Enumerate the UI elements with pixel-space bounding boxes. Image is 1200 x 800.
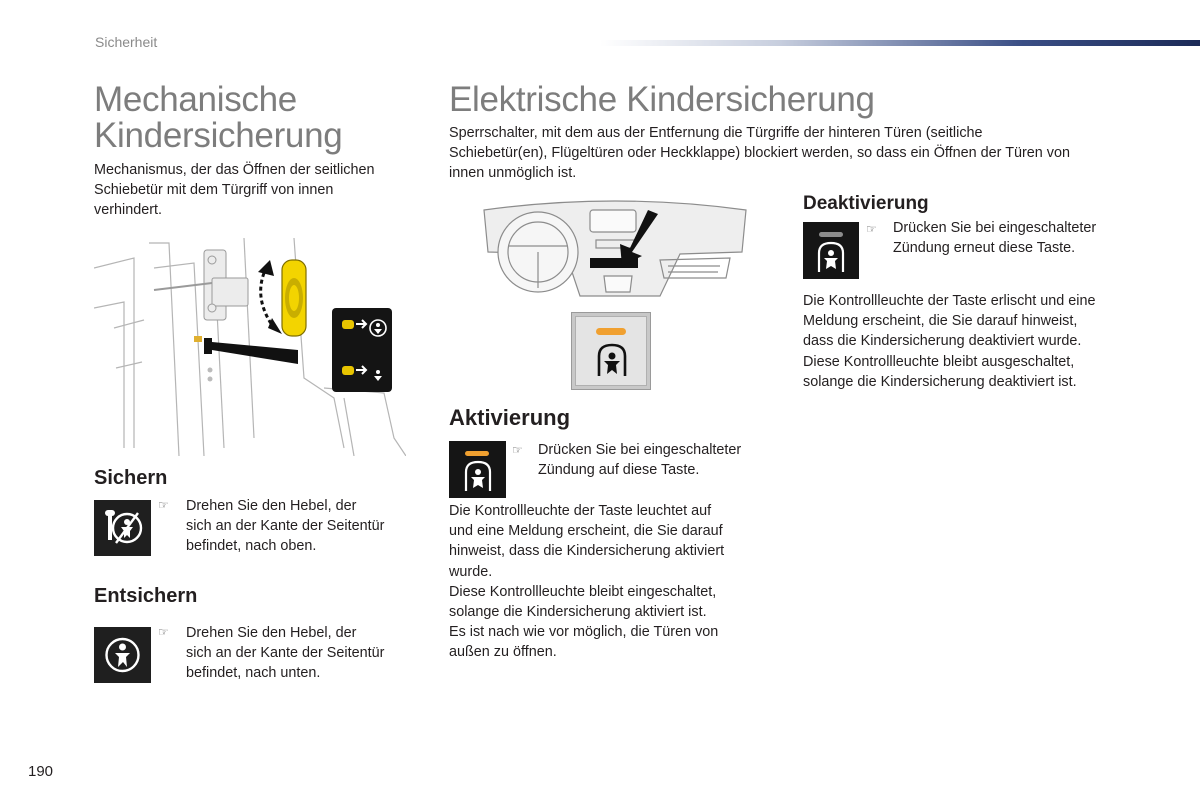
deaktivierung-heading: Deaktivierung [803,193,929,214]
text-line: Meldung erscheint, die Sie darauf hinweist, [803,313,1078,330]
text-line: Sperrschalter, mit dem aus der Entfernung die Türgriffe der hinteren Türen (seitliche [449,125,983,141]
page-number: 190 [28,763,54,780]
left-title-line1: Mechanische [94,80,297,119]
text-line: und eine Meldung erscheint, die Sie darauf [449,523,723,540]
led-on-indicator [465,451,489,456]
aktivierung-heading: Aktivierung [449,405,571,430]
text-line: Zündung erneut diese Taste. [893,240,1076,257]
left-intro [94,160,414,221]
text-line: Die Kontrollleuchte der Taste leuchtet auf [449,503,712,519]
child-lock-released-icon [94,627,151,683]
bullet-icon: ☞ [158,498,169,512]
right-intro [449,123,1149,184]
child-lock-engaged-icon [94,500,151,556]
text-line: außen zu öffnen. [449,644,557,661]
led-off-indicator [819,232,843,237]
text-line: befindet, nach unten. [186,665,321,682]
text-line: Drücken Sie bei eingeschalteter [538,442,742,458]
text-line: befindet, nach oben. [186,538,317,555]
aktivierung-bullet-text [538,440,768,480]
bullet-icon: ☞ [866,222,877,236]
text-line: Schiebetür mit dem Türgriff von innen [94,182,334,199]
child-lock-icon [463,460,493,492]
child-lock-icon [816,241,846,273]
text-line: innen unmöglich ist. [449,165,577,182]
deaktivierung-bullet-text [893,218,1133,258]
text-line: Zündung auf diese Taste. [538,462,700,479]
left-title [94,82,342,154]
bullet-icon: ☞ [512,443,523,457]
entsichern-heading: Entsichern [94,585,198,607]
deaktivierung-text [803,291,1143,392]
text-line: Drehen Sie den Hebel, der [186,625,357,641]
text-line: hinweist, dass die Kindersicherung aktiviert [449,543,725,560]
text-line: Drehen Sie den Hebel, der [186,498,357,514]
text-line: Diese Kontrollleuchte bleibt ausgeschaltet, [803,353,1075,370]
left-title-line2: Kindersicherung [94,116,343,155]
text-line: dass die Kindersicherung deaktiviert wurde. [803,333,1082,350]
text-line: Mechanismus, der das Öffnen der seitlichen [94,162,375,178]
button-active-icon [449,441,506,498]
sichern-heading: Sichern [94,467,168,489]
led-on-indicator [596,328,626,335]
text-line: Schiebetür(en), Flügeltüren oder Heckklappe) blockiert werden, so dass ein Öffnen der Türen von [449,145,1071,162]
button-inactive-icon [803,222,859,279]
header-gradient-bar [600,40,1200,46]
aktivierung-text [449,501,769,663]
right-title: Elektrische Kindersicherung [449,80,875,119]
text-line: Diese Kontrollleuchte bleibt eingeschaltet, [449,583,717,600]
text-line: sich an der Kante der Seitentür [186,518,385,535]
text-line: solange die Kindersicherung deaktiviert ist. [803,373,1077,390]
dashboard-illustration [480,196,750,300]
text-line: wurde. [449,563,493,580]
text-line: verhindert. [94,202,162,219]
text-line: solange die Kindersicherung aktiviert ist. [449,604,707,621]
sichern-text [186,496,416,557]
text-line: Es ist nach wie vor möglich, die Türen von [449,624,719,641]
child-lock-icon [595,342,629,378]
button-closeup [571,312,651,390]
text-line: Die Kontrollleuchte der Taste erlischt und eine [803,293,1096,309]
section-header: Sicherheit [95,34,158,50]
entsichern-text [186,623,416,684]
bullet-icon: ☞ [158,625,169,639]
text-line: Drücken Sie bei eingeschalteter [893,220,1097,236]
door-lever-illustration [94,238,406,456]
text-line: sich an der Kante der Seitentür [186,645,385,662]
